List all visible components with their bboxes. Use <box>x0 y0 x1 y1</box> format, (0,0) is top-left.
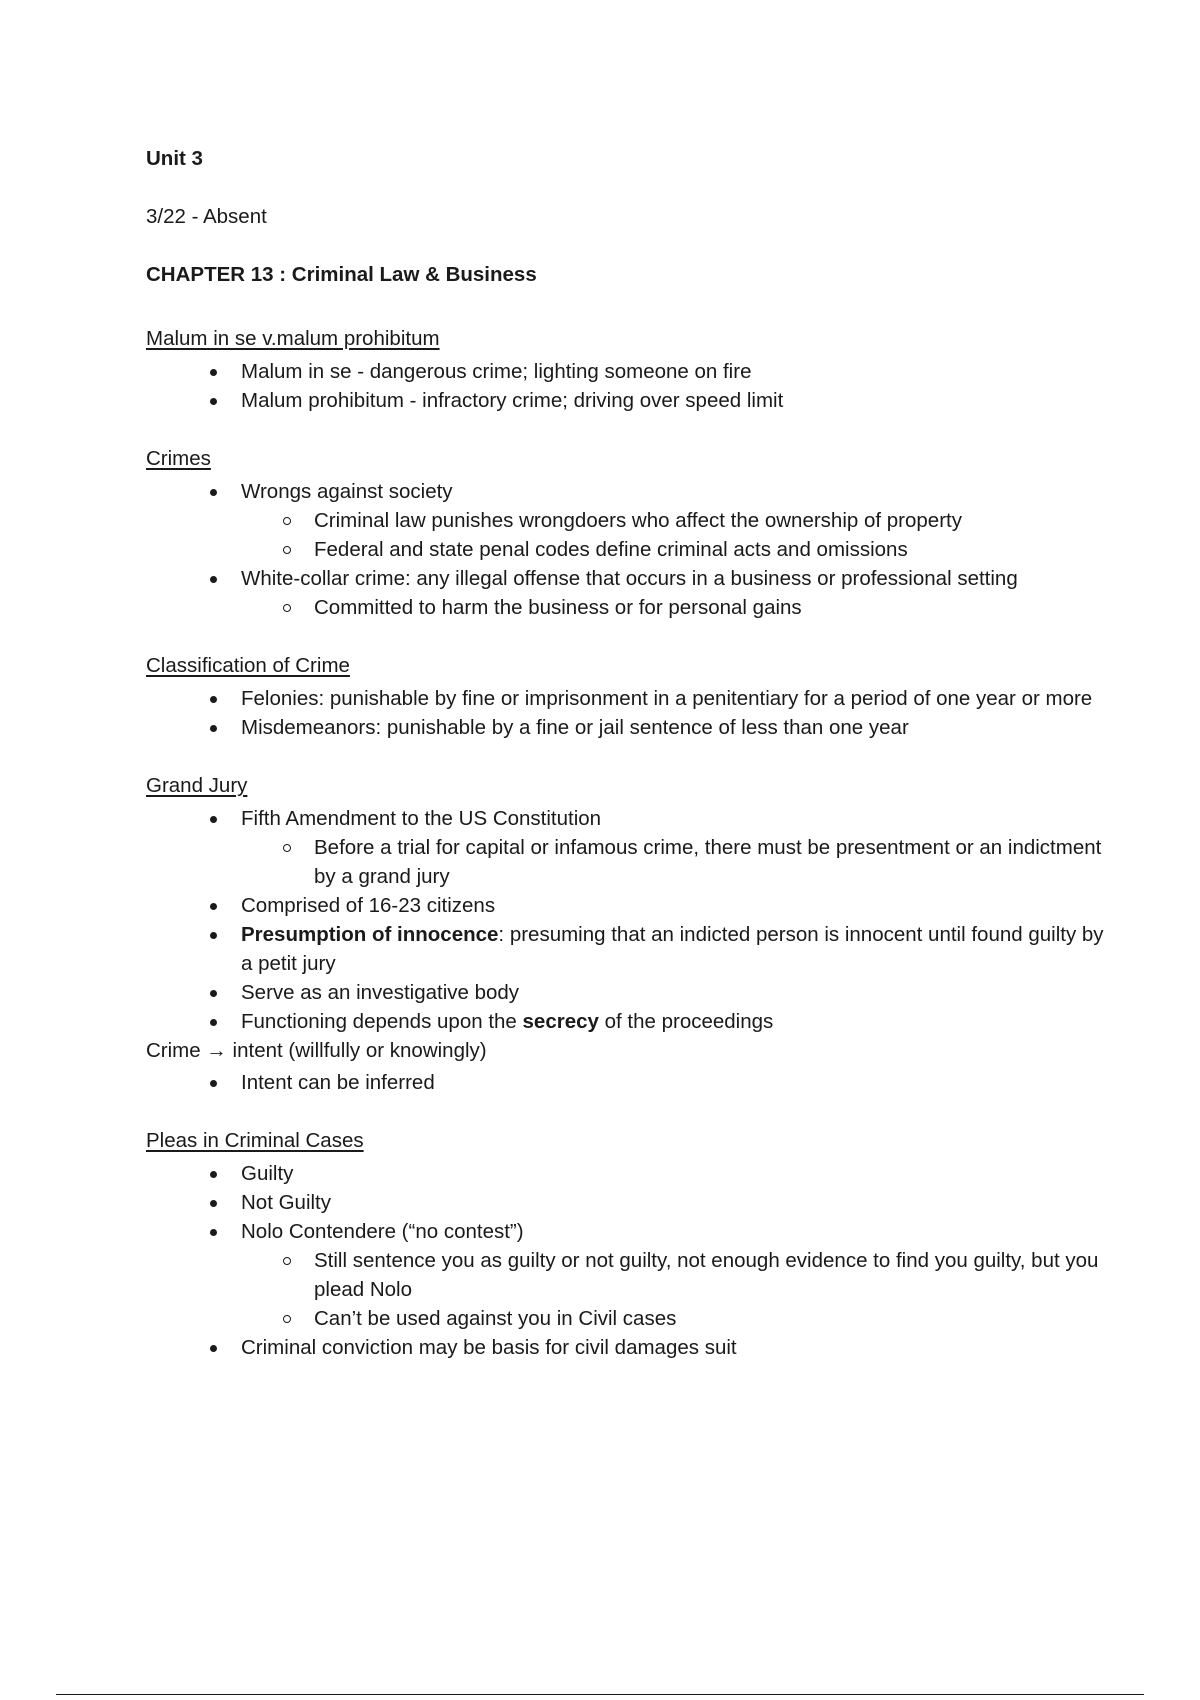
list-item <box>241 1007 1106 1036</box>
list-item: Serve as an investigative body <box>241 978 1106 1007</box>
bullet-list <box>146 804 1106 1036</box>
section-heading-grand-jury: Grand Jury <box>146 774 248 797</box>
list-item <box>241 564 1106 622</box>
list-item <box>241 1217 1106 1333</box>
sub-list-item: Committed to harm the business or for personal gains <box>314 593 1106 622</box>
list-item: Not Guilty <box>241 1188 1106 1217</box>
list-item-text: : presuming that an indicted person is innocent until found guilty by a petit jury <box>241 923 1104 975</box>
section-heading-malum: Malum in se v.malum prohibitum <box>146 327 440 350</box>
list-item-text: White-collar crime: any illegal offense that occurs in a business or professional setting <box>241 567 1018 590</box>
absent-note: 3/22 - Absent <box>146 205 267 228</box>
list-item: Malum prohibitum - infractory crime; driving over speed limit <box>241 386 1106 415</box>
list-item <box>241 920 1106 978</box>
section-pleas <box>146 1126 1106 1362</box>
sub-bullet-list <box>241 506 1106 564</box>
bold-term: Presumption of innocence <box>241 923 499 946</box>
section-heading-pleas: Pleas in Criminal Cases <box>146 1129 364 1152</box>
page-bottom-rule <box>56 1694 1144 1695</box>
sub-bullet-list <box>241 593 1106 622</box>
list-item-text: of the proceedings <box>598 1010 774 1033</box>
section-crimes <box>146 444 1106 622</box>
list-item: Criminal conviction may be basis for civil damages suit <box>241 1333 1106 1362</box>
list-item-text: Wrongs against society <box>241 480 453 503</box>
bullet-list <box>146 1068 1106 1097</box>
section-classification <box>146 651 1106 742</box>
sub-list-item: Criminal law punishes wrongdoers who affect the ownership of property <box>314 506 1106 535</box>
bold-term: secrecy <box>522 1010 599 1033</box>
list-item <box>241 804 1106 891</box>
section-heading-crimes: Crimes <box>146 447 211 470</box>
bullet-list <box>146 477 1106 622</box>
list-item: Malum in se - dangerous crime; lighting someone on fire <box>241 357 1106 386</box>
unit-title: Unit 3 <box>146 147 203 170</box>
list-item-text: Fifth Amendment to the US Constitution <box>241 807 602 830</box>
section-crime-intent <box>146 1036 1106 1097</box>
bullet-list <box>146 1159 1106 1362</box>
list-item: Comprised of 16-23 citizens <box>241 891 1106 920</box>
list-item-text: Nolo Contendere (“no contest”) <box>241 1220 524 1243</box>
sub-list-item: Still sentence you as guilty or not guilty, not enough evidence to find you guilty, but you plead Nolo <box>314 1246 1106 1304</box>
list-item: Guilty <box>241 1159 1106 1188</box>
sub-bullet-list <box>241 1246 1106 1333</box>
crime-intent-line: Crime → intent (willfully or knowingly) <box>146 1039 487 1062</box>
sub-list-item: Federal and state penal codes define criminal acts and omissions <box>314 535 1106 564</box>
section-heading-classification: Classification of Crime <box>146 654 350 677</box>
chapter-title: CHAPTER 13 : Criminal Law & Business <box>146 263 537 286</box>
notes-page <box>146 144 1106 1391</box>
bullet-list <box>146 684 1106 742</box>
list-item: Felonies: punishable by fine or imprisonment in a penitentiary for a period of one year or more <box>241 684 1106 713</box>
sub-list-item: Before a trial for capital or infamous crime, there must be presentment or an indictment by a grand jury <box>314 833 1106 891</box>
bullet-list <box>146 357 1106 415</box>
list-item-text: Functioning depends upon the <box>241 1010 523 1033</box>
section-grand-jury <box>146 771 1106 1036</box>
section-malum <box>146 324 1106 415</box>
list-item: Misdemeanors: punishable by a fine or jail sentence of less than one year <box>241 713 1106 742</box>
list-item <box>241 477 1106 564</box>
sub-list-item: Can’t be used against you in Civil cases <box>314 1304 1106 1333</box>
list-item: Intent can be inferred <box>241 1068 1106 1097</box>
sub-bullet-list <box>241 833 1106 891</box>
